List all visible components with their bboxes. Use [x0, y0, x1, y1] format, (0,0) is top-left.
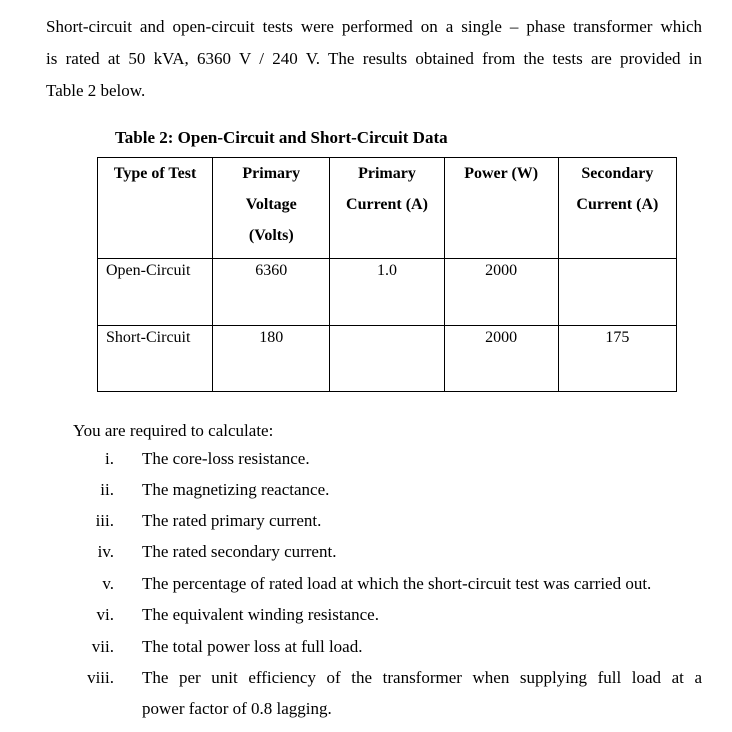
list-item: [0, 574, 732, 605]
header-pv-line1: Primary: [242, 165, 301, 182]
intro-paragraph: [46, 11, 702, 107]
list-item-number: v.: [102, 574, 114, 593]
header-pv-line2: Voltage: [245, 196, 297, 213]
list-item-number: viii.: [87, 668, 114, 687]
table-row: [98, 259, 677, 326]
table-caption: Table 2: Open-Circuit and Short-Circuit Data: [115, 128, 448, 147]
table-header-row: [98, 158, 677, 259]
cell-secondary: [558, 259, 676, 326]
list-item-text: The rated secondary current.: [142, 542, 337, 561]
cell-voltage: 180: [213, 326, 330, 392]
header-type-label: Type of Test: [113, 165, 197, 182]
list-item: [0, 605, 732, 636]
header-sc-line2: Current (A): [576, 196, 659, 213]
list-item-text: The core-loss resistance.: [142, 449, 310, 468]
header-power-label: Power (W): [464, 165, 539, 182]
header-primary-current: [330, 158, 444, 259]
cell-secondary: 175: [558, 326, 676, 392]
data-table: [97, 157, 677, 392]
list-item-text: The magnetizing reactance.: [142, 480, 330, 499]
list-item: [0, 449, 732, 480]
list-item-number: iv.: [97, 542, 114, 561]
list-item: [0, 511, 732, 542]
cell-voltage: 6360: [213, 259, 330, 326]
header-power: [444, 158, 558, 259]
cell-current: 1.0: [330, 259, 444, 326]
list-item: [0, 637, 732, 668]
intro-line-1: Short-circuit and open-circuit tests were performed on a single – phase transformer which: [46, 17, 702, 36]
intro-line-2: is rated at 50 kVA, 6360 V / 240 V. The results obtained from the tests are provided in: [46, 49, 702, 68]
list-item-number: vii.: [91, 637, 114, 656]
cell-type: Short-Circuit: [98, 326, 213, 392]
list-item-text: The percentage of rated load at which the short-circuit test was carried out.: [142, 574, 652, 593]
header-type-of-test: [98, 158, 213, 259]
list-item-number: vi.: [96, 605, 114, 624]
list-item-number: iii.: [95, 511, 114, 530]
header-pv-line3: (Volts): [248, 227, 294, 244]
list-item-number: ii.: [100, 480, 114, 499]
header-pc-line2: Current (A): [346, 196, 428, 213]
list-item: [0, 542, 732, 573]
intro-line-3: Table 2 below.: [46, 81, 146, 100]
cell-power: 2000: [444, 259, 558, 326]
header-pc-line1: Primary: [358, 165, 416, 182]
required-heading: You are required to calculate:: [73, 421, 274, 440]
cell-current: [330, 326, 444, 392]
list-item-text: The equivalent winding resistance.: [142, 605, 379, 624]
list-item-text: The total power loss at full load.: [142, 637, 363, 656]
list-item-text-continued: power factor of 0.8 lagging.: [142, 699, 332, 718]
list-item: [0, 480, 732, 511]
table-row: [98, 326, 677, 392]
list-item-number: i.: [105, 449, 114, 468]
cell-type: Open-Circuit: [98, 259, 213, 326]
list-item-text: The per unit efficiency of the transformer when supplying full load at a: [142, 668, 702, 687]
header-sc-line1: Secondary: [581, 165, 654, 182]
header-primary-voltage: [213, 158, 330, 259]
header-secondary-current: [558, 158, 676, 259]
cell-power: 2000: [444, 326, 558, 392]
list-item-text: The rated primary current.: [142, 511, 322, 530]
list-item: [0, 668, 732, 730]
